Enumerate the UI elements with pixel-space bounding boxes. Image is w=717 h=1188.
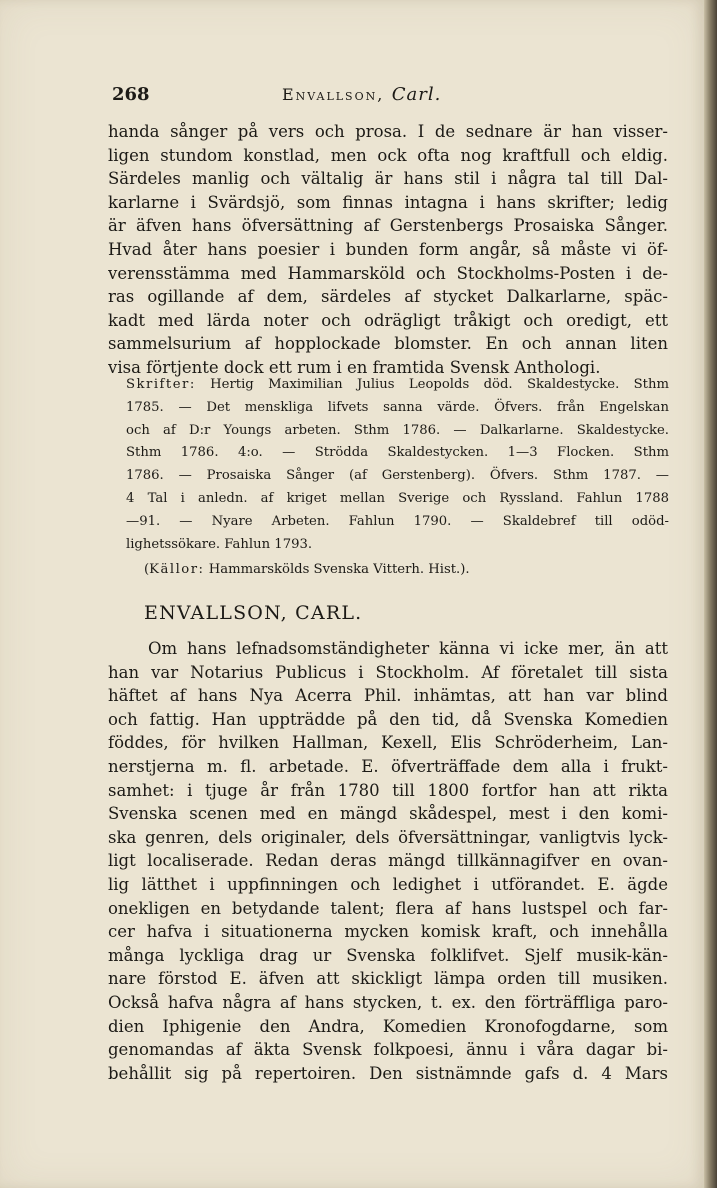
text-line: ras ogillande af dem, särdeles af stycket Dalkarlarne, späc-: [108, 287, 668, 307]
text-line: visa förtjente dock ett rum i en framtida Svensk Anthologi.: [108, 357, 601, 377]
text-line: ligen stundom konstlad, men ock ofta nog kraftfull och eldig.: [108, 145, 668, 165]
text-line: många lyckliga drag ur Svenska folklifvet. Sjelf musik-kän-: [108, 945, 668, 965]
text-line: kadt med lärda noter och odrägligt tråkigt och oredigt, ett: [108, 310, 668, 330]
text-line: genomandas af äkta Svensk folkpoesi, ännu i våra dagar bi-: [108, 1040, 668, 1060]
text-line: verensstämma med Hammarsköld och Stockholms-Posten i de-: [108, 263, 668, 283]
sources-label: Källor:: [149, 562, 205, 577]
text-line: föddes, för hvilken Hallman, Kexell, Elis Schröderheim, Lan-: [108, 733, 668, 753]
works-list: [126, 374, 669, 556]
works-line: och af D:r Youngs arbeten. Sthm 1786. — Dalkarlarne. Skaldestycke.: [126, 422, 669, 438]
text-line: ligt localiserade. Redan deras mängd tillkännagifver en ovan-: [108, 851, 668, 871]
text-line: cer hafva i situationerna mycken komisk kraft, och innehålla: [108, 922, 668, 942]
page-edge: [704, 0, 717, 1188]
text-line: häftet af hans Nya Acerra Phil. inhämtas, att han var blind: [108, 686, 668, 706]
works-line: 1786. — Prosaiska Sånger (af Gerstenberg). Öfvers. Sthm 1787. —: [126, 468, 669, 484]
works-text: Hertig Maximilian Julius Leopolds död. Skaldestycke. Sthm: [210, 377, 669, 392]
text-line: onekligen en betydande talent; flera af hans lustspel och far-: [108, 898, 668, 918]
text-line: Särdeles manlig och vältalig är hans stil i några tal till Dal-: [108, 169, 668, 189]
text-line: Också hafva några af hans stycken, t. ex. den förträffliga paro-: [108, 992, 668, 1012]
text-line: handa sånger på vers och prosa. I de sednare är han visser-: [108, 122, 668, 141]
sources-note: (Källor: Hammarskölds Svenska Vitterh. Hist.).: [144, 562, 470, 577]
text-line: ska genren, dels originaler, dels öfversättningar, vanligtvis lyck-: [108, 827, 668, 847]
text-line: dien Iphigenie den Andra, Komedien Kronofogdarne, som: [108, 1016, 668, 1036]
works-line: Sthm 1786. 4:o. — Strödda Skaldestycken. 1—3 Flocken. Sthm: [126, 445, 669, 461]
text-line: nerstjerna m. fl. arbetade. E. öfverträffade dem alla i frukt-: [108, 756, 668, 776]
works-line: 4 Tal i anledn. af kriget mellan Sverige och Ryssland. Fahlun 1788: [126, 490, 669, 506]
works-line: —91. — Nyare Arbeten. Fahlun 1790. — Skaldebref till odöd-: [126, 513, 669, 529]
text-line: Om hans lefnadsomständigheter känna vi icke mer, än att: [148, 639, 668, 658]
text-line: lig lätthet i uppfinningen och ledighet i utförandet. E. ägde: [108, 874, 668, 894]
text-line: karlarne i Svärdsjö, som finnas intagna i hans skrifter; ledig: [108, 192, 668, 212]
works-line: [126, 374, 669, 397]
biography-paragraph-continued: [108, 120, 668, 380]
text-line: Svenska scenen med en mängd skådespel, mest i den komi-: [108, 804, 668, 824]
running-title-given: Carl.: [391, 84, 442, 105]
text-line: Hvad åter hans poesier i bunden form angår, så måste vi öf-: [108, 239, 668, 259]
biography-paragraph: [108, 637, 668, 1085]
text-line: samhet: i tjuge år från 1780 till 1800 fortfor han att rikta: [108, 780, 668, 800]
text-line: han var Notarius Publicus i Stockholm. Af företalet till sista: [108, 662, 668, 682]
running-title: [282, 84, 441, 105]
works-label: Skrifter:: [126, 377, 196, 392]
page-header: [112, 84, 672, 108]
text-line: nare förstod E. äfven att skickligt lämpa orden till musiken.: [108, 969, 668, 989]
running-title-name: Envallson,: [282, 85, 385, 104]
text-line: sammelsurium af hopplockade blomster. En och annan liten: [108, 334, 668, 354]
text-line: behållit sig på repertoiren. Den sistnämnde gafs d. 4 Mars: [108, 1063, 668, 1083]
works-line: lighetssökare. Fahlun 1793.: [126, 536, 313, 552]
sources-text: Hammarskölds Svenska Vitterh. Hist.).: [208, 562, 470, 577]
text-line: och fattig. Han uppträdde på den tid, då Svenska Komedien: [108, 709, 668, 729]
text-line: är äfven hans öfversättning af Gerstenbergs Prosaiska Sånger.: [108, 216, 668, 236]
page-number: 268: [112, 84, 150, 105]
works-line: 1785. — Det menskliga lifvets sanna värde. Öfvers. från Engelskan: [126, 399, 669, 415]
entry-heading: ENVALLSON, CARL.: [144, 602, 363, 624]
